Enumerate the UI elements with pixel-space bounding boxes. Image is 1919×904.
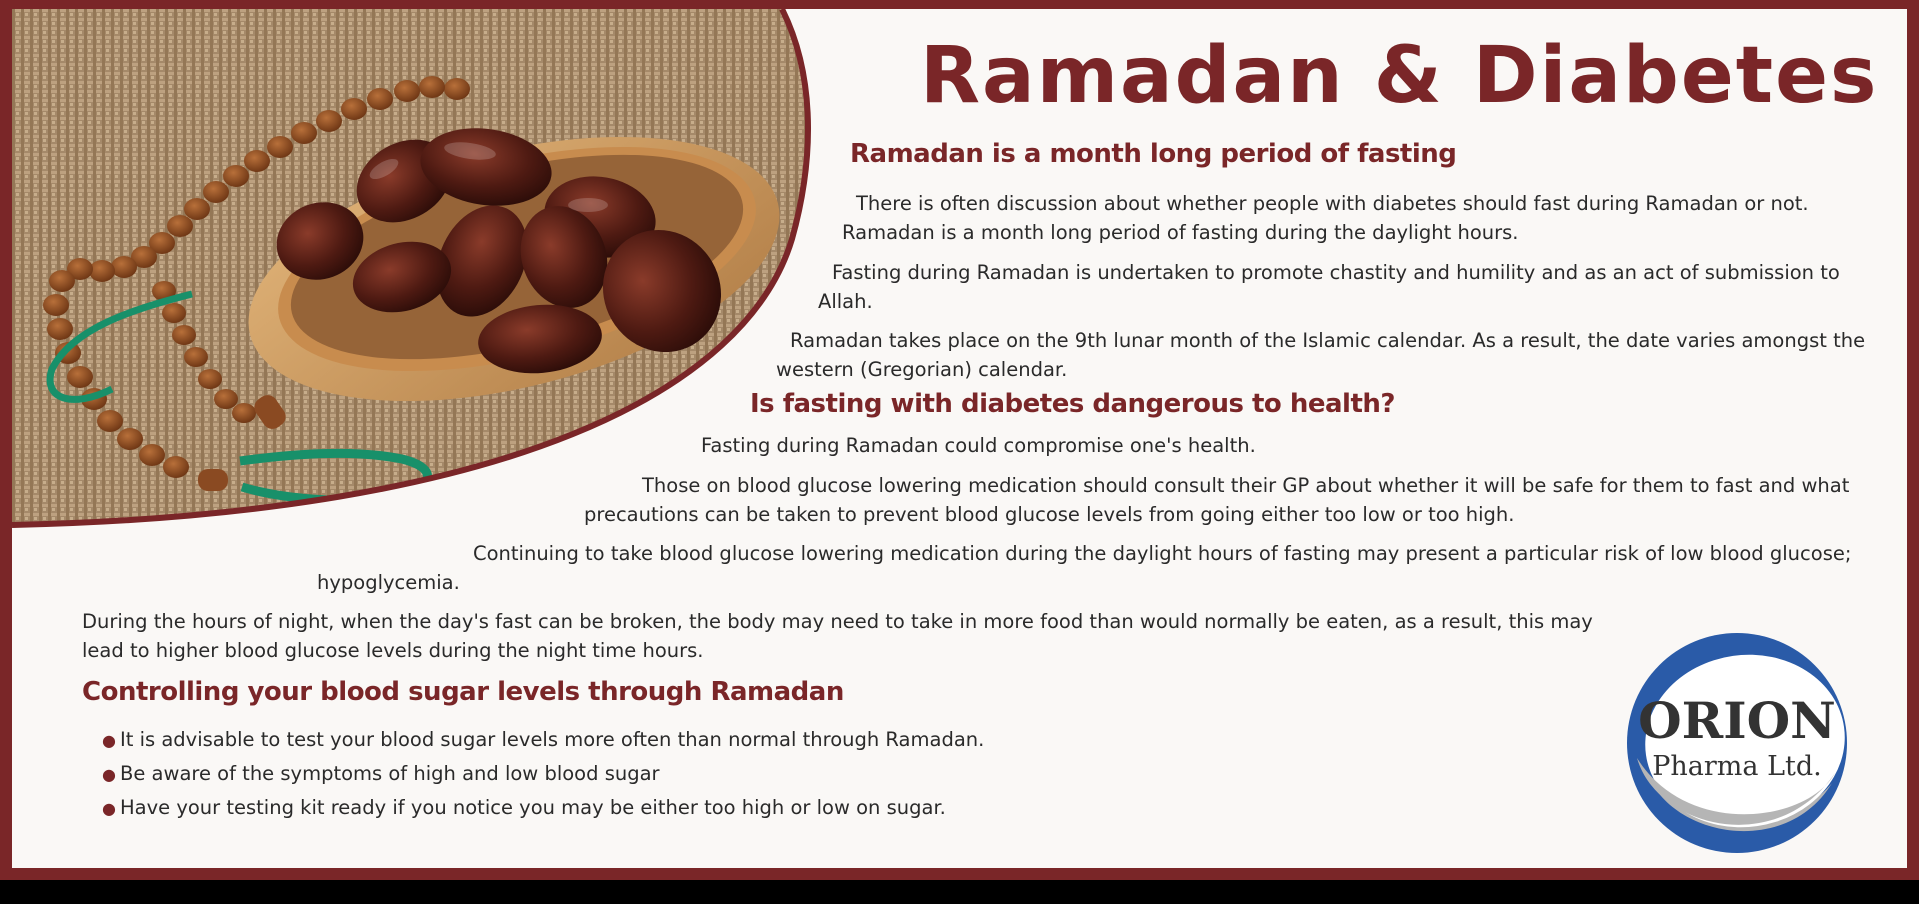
list-item: ● Have your testing kit ready if you notice you may be either too high or low on sugar. xyxy=(102,796,946,819)
paragraph-consult-gp: Those on blood glucose lowering medication should consult their GP about whether it will be safe for them to fast and what precautions can be taken to prevent blood glucose levels from going either too low or too high. xyxy=(584,474,1850,526)
section-heading-health-risk: Is fasting with diabetes dangerous to health? xyxy=(750,389,1395,419)
list-item: ● Be aware of the symptoms of high and low blood sugar xyxy=(102,762,660,785)
logo-wordmark: ORION xyxy=(1638,691,1836,750)
section-heading-controlling-sugar: Controlling your blood sugar levels through Ramadan xyxy=(82,677,844,707)
paragraph-fasting-discussion: There is often discussion about whether people with diabetes should fast during Ramadan or not. Ramadan is a month long period of fasting during the daylight hours. xyxy=(842,192,1809,244)
paragraph-night-eating: During the hours of night, when the day's fast can be broken, the body may need to take in more food than would normally be eaten, as a result, this may lead to higher blood glucose levels during the night time hours. xyxy=(82,610,1593,662)
bullet-icon: ● xyxy=(102,799,116,818)
orion-pharma-logo xyxy=(1617,623,1857,863)
paragraph-hypoglycemia-risk: Continuing to take blood glucose lowering medication during the daylight hours of fasting may present a particular risk of low blood glucose; hypoglycemia. xyxy=(317,542,1852,594)
dates-and-prayer-beads-photo xyxy=(12,9,812,529)
section-heading-fasting-period: Ramadan is a month long period of fasting xyxy=(850,139,1457,169)
paragraph-fasting-purpose: Fasting during Ramadan is undertaken to promote chastity and humility and as an act of submission to Allah. xyxy=(818,261,1840,313)
paragraph-health-compromise: Fasting during Ramadan could compromise one's health. xyxy=(701,434,1256,457)
list-item: ● It is advisable to test your blood sugar levels more often than normal through Ramadan. xyxy=(102,728,985,751)
page-title: Ramadan & Diabetes xyxy=(920,31,1879,121)
tips-list xyxy=(102,723,984,825)
bullet-icon: ● xyxy=(102,731,116,750)
paragraph-islamic-calendar: Ramadan takes place on the 9th lunar month of the Islamic calendar. As a result, the date varies amongst the western (Gregorian) calendar. xyxy=(776,329,1866,381)
logo-tagline: Pharma Ltd. xyxy=(1652,751,1822,782)
bullet-icon: ● xyxy=(102,765,116,784)
